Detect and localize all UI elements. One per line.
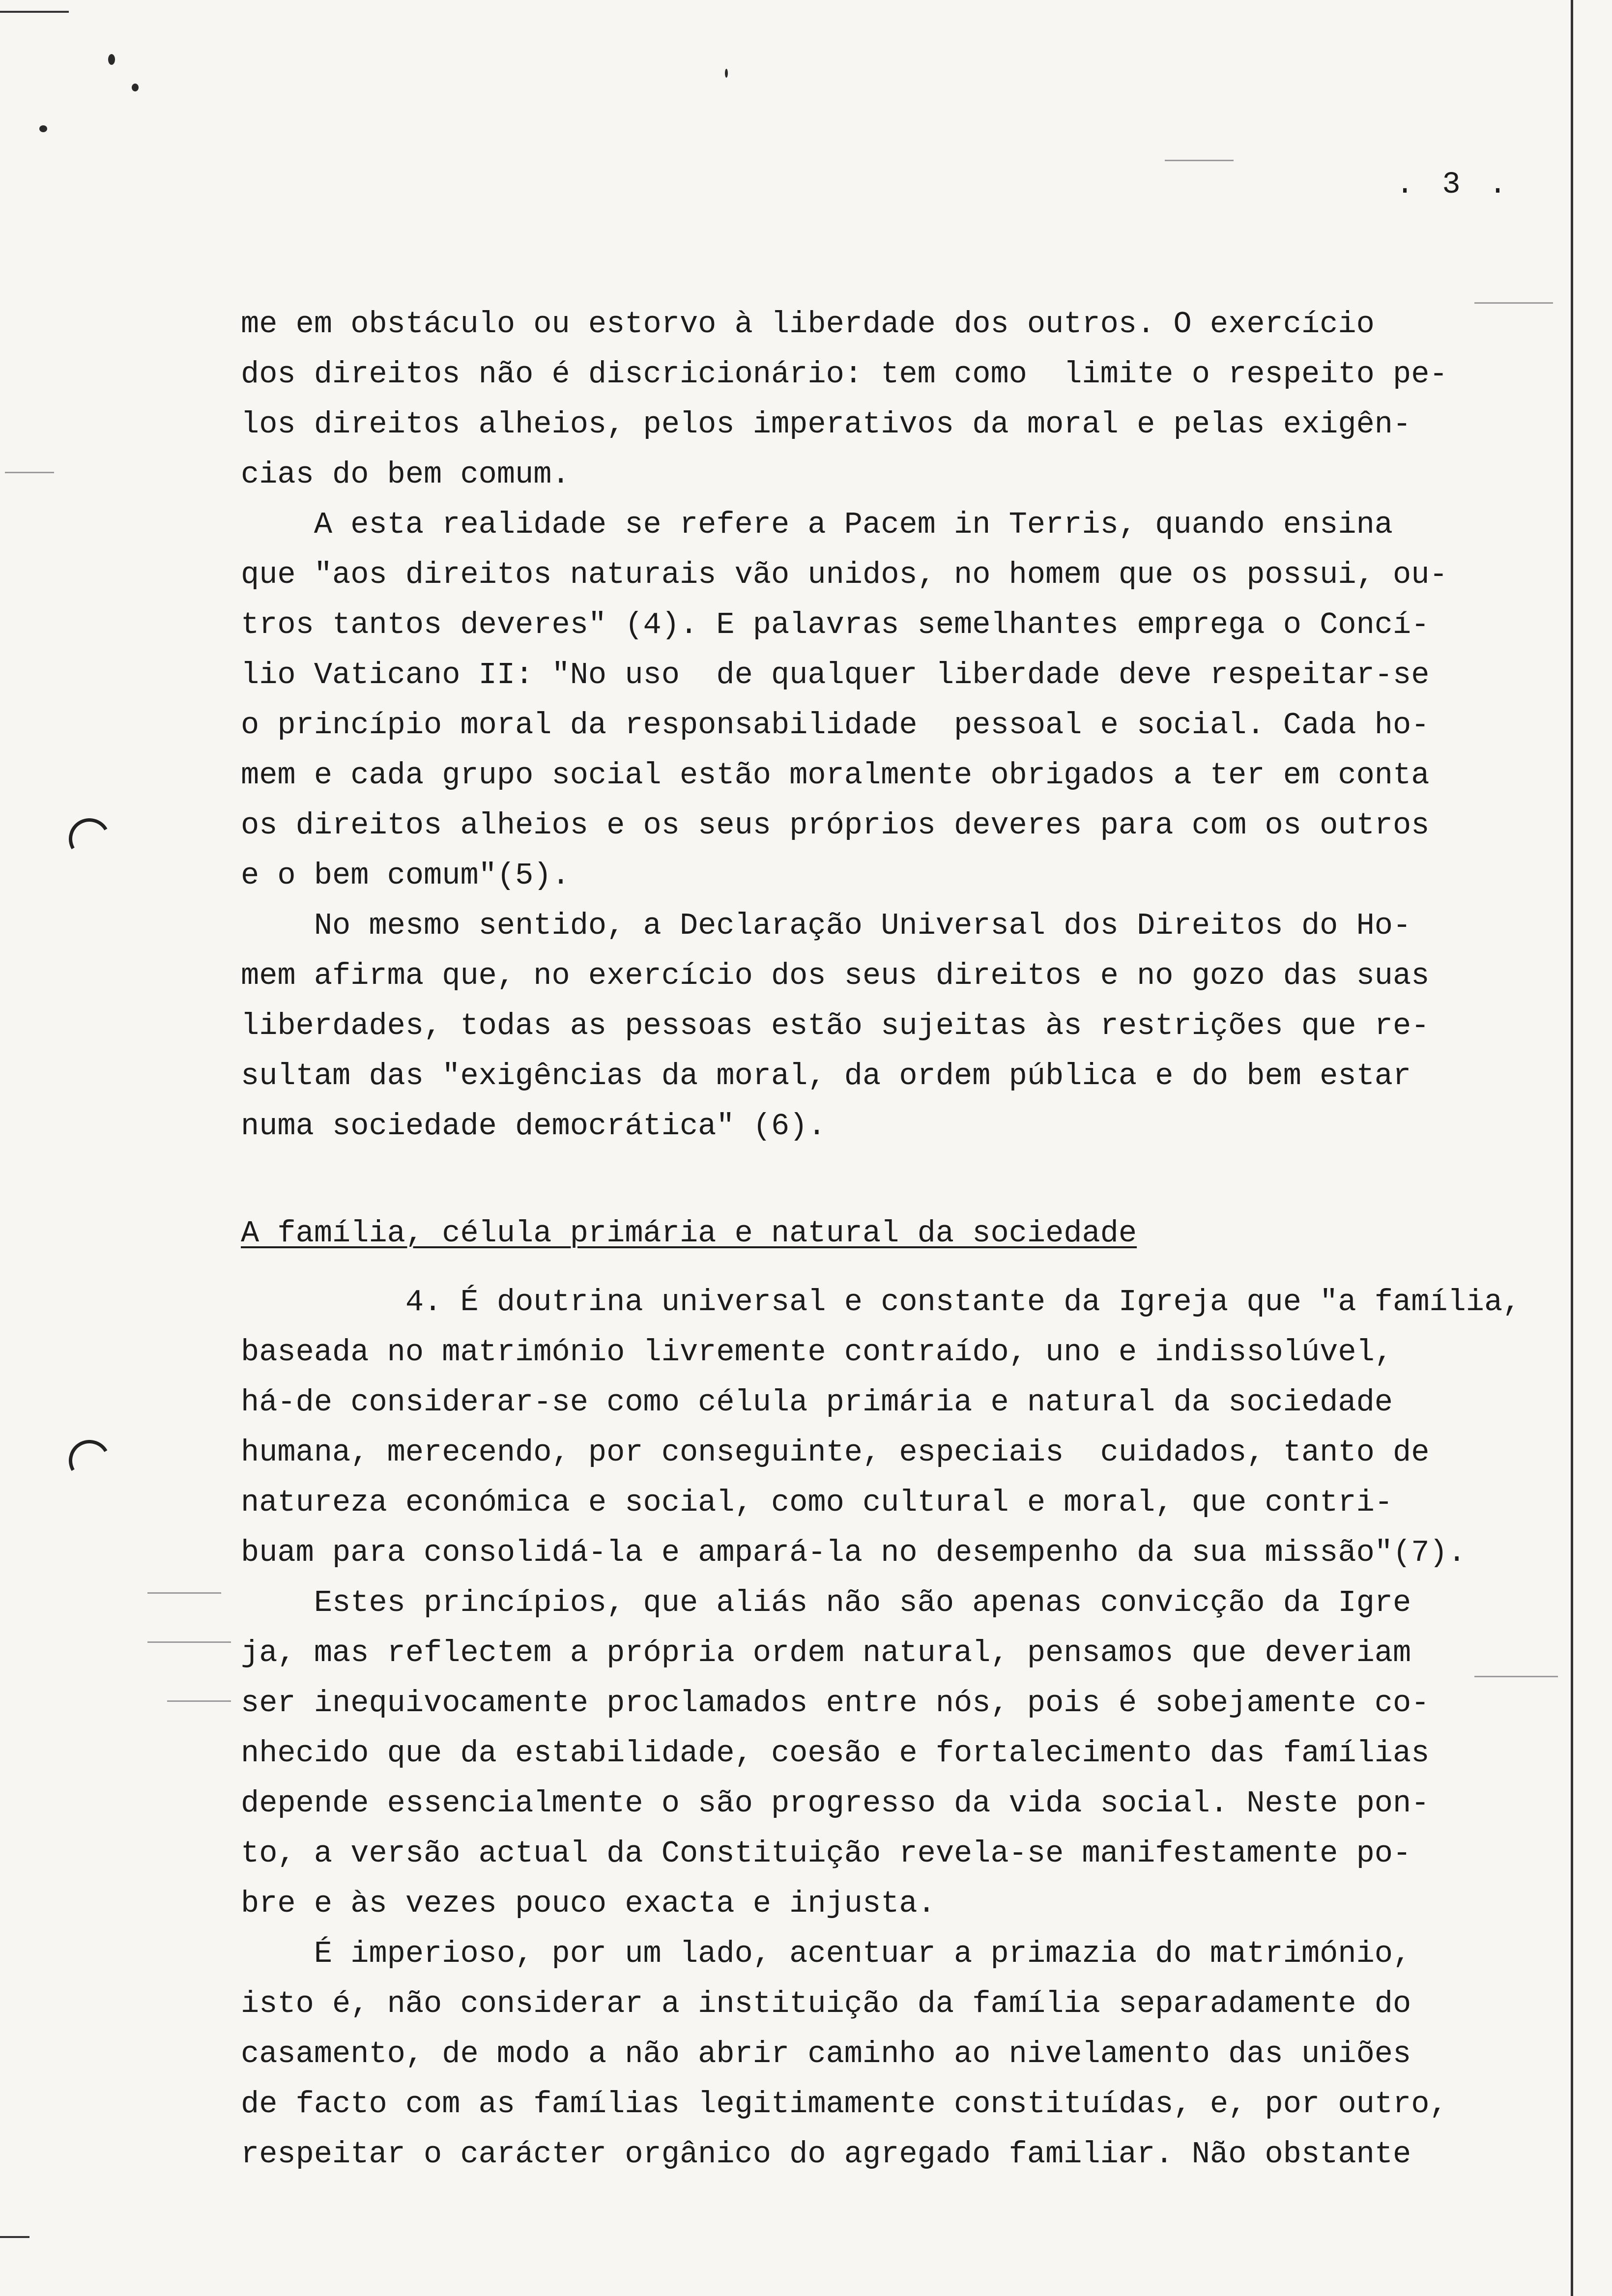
text-line: mem afirma que, no exercício dos seus direitos e no gozo das suas <box>241 958 1430 993</box>
text-line: nhecido que da estabilidade, coesão e fortalecimento das famílias <box>241 1736 1430 1771</box>
scan-artifact-line <box>147 1641 231 1643</box>
text-line: numa sociedade democrática" (6). <box>241 1109 826 1144</box>
text-line: los direitos alheios, pelos imperativos da moral e pelas exigên- <box>241 407 1411 442</box>
text-line: tros tantos deveres" (4). E palavras semelhantes emprega o Concí- <box>241 607 1430 642</box>
text-line: respeitar o carácter orgânico do agregado familiar. Não obstante <box>241 2137 1411 2172</box>
text-line: isto é, não considerar a instituição da família separadamente do <box>241 1986 1411 2021</box>
scan-speck <box>132 84 139 91</box>
text-line: depende essencialmente o são progresso da vida social. Neste pon- <box>241 1786 1430 1821</box>
scan-artifact-line <box>167 1700 231 1702</box>
text-line: liberdades, todas as pessoas estão sujeitas às restrições que re- <box>241 1008 1430 1043</box>
scan-artifact-line <box>147 1592 221 1594</box>
scan-artifact-line <box>1474 1676 1558 1677</box>
binder-hole-mark <box>64 1435 115 1486</box>
text-line: há-de considerar-se como célula primária e natural da sociedade <box>241 1385 1393 1420</box>
text-line: A esta realidade se refere a Pacem in Terris, quando ensina <box>241 507 1393 542</box>
text-line: de facto com as famílias legitimamente constituídas, e, por outro, <box>241 2087 1448 2122</box>
page-number: . 3 . <box>1396 167 1512 202</box>
text-line: natureza económica e social, como cultural e moral, que contri- <box>241 1485 1393 1520</box>
text-line: dos direitos não é discricionário: tem como limite o respeito pe- <box>241 357 1448 392</box>
text-line: e o bem comum"(5). <box>241 858 570 893</box>
text-line: me em obstáculo ou estorvo à liberdade dos outros. O exercício <box>241 307 1375 342</box>
text-line: mem e cada grupo social estão moralmente obrigados a ter em conta <box>241 758 1430 793</box>
text-line: os direitos alheios e os seus próprios deveres para com os outros <box>241 808 1430 843</box>
text-line: que "aos direitos naturais vão unidos, no homem que os possui, ou- <box>241 557 1448 592</box>
binder-hole-mark <box>64 814 115 864</box>
text-line: É imperioso, por um lado, acentuar a primazia do matrimónio, <box>241 1936 1411 1971</box>
text-line: o princípio moral da responsabilidade pessoal e social. Cada ho- <box>241 708 1430 743</box>
scan-artifact-line <box>0 2236 29 2238</box>
page-edge-line <box>1571 0 1573 2296</box>
scan-artifact-line <box>1165 160 1234 161</box>
scan-artifact-line <box>0 11 69 13</box>
text-line: bre e às vezes pouco exacta e injusta. <box>241 1886 936 1921</box>
scan-speck <box>725 69 728 78</box>
text-line: Estes princípios, que aliás não são apenas convicção da Igre <box>241 1585 1411 1620</box>
text-line: humana, merecendo, por conseguinte, especiais cuidados, tanto de <box>241 1435 1430 1470</box>
text-line: to, a versão actual da Constituição revela-se manifestamente po- <box>241 1836 1411 1871</box>
text-line: lio Vaticano II: "No uso de qualquer liberdade deve respeitar-se <box>241 658 1430 692</box>
scan-speck <box>39 125 47 132</box>
text-line: buam para consolidá-la e ampará-la no desempenho da sua missão"(7). <box>241 1535 1466 1570</box>
text-line: ser inequivocamente proclamados entre nós, pois é sobejamente co- <box>241 1686 1430 1721</box>
text-line: No mesmo sentido, a Declaração Universal dos Direitos do Ho- <box>241 908 1411 943</box>
scan-speck <box>108 54 115 65</box>
text-line: casamento, de modo a não abrir caminho ao nivelamento das uniões <box>241 2037 1411 2071</box>
text-line: ja, mas reflectem a própria ordem natural, pensamos que deveriam <box>241 1636 1411 1670</box>
section-heading: A família, célula primária e natural da sociedade <box>241 1216 1137 1251</box>
text-line: cias do bem comum. <box>241 457 570 492</box>
text-line: 4. É doutrina universal e constante da Igreja que "a família, <box>241 1285 1521 1320</box>
scan-artifact-line <box>1474 302 1553 304</box>
text-line: baseada no matrimónio livremente contraído, uno e indissolúvel, <box>241 1335 1393 1370</box>
text-line: sultam das "exigências da moral, da ordem pública e do bem estar <box>241 1059 1411 1093</box>
scan-artifact-line <box>5 472 54 473</box>
